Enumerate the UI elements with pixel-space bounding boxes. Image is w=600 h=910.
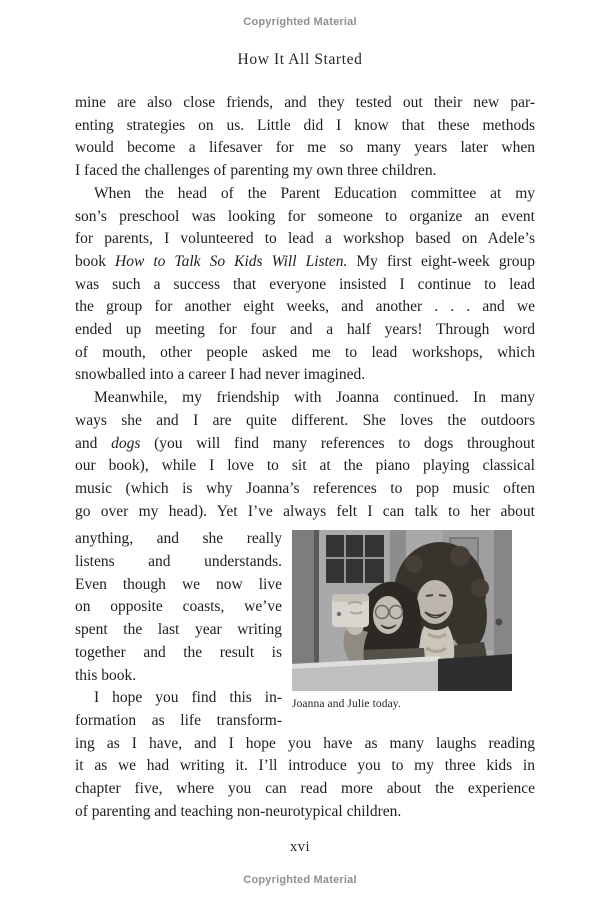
text-line: on opposite coasts, we’ve bbox=[75, 598, 282, 616]
text-line: Meanwhile, my friendship with Joanna continued. In many bbox=[94, 389, 535, 407]
text-line: music (which is why Joanna’s references to pop music often bbox=[75, 479, 535, 497]
text-line: it as we had writing it. I’ll introduce you to my three kids in bbox=[75, 757, 535, 775]
text-line: go over my head). Yet I’ve always felt I can talk to her about bbox=[75, 502, 535, 520]
text-line: listens and understands. bbox=[75, 553, 282, 571]
text-line: I hope you find this in- bbox=[94, 689, 282, 707]
text-line: mine are also close friends, and they tested out their new par- bbox=[75, 94, 535, 111]
text-line: this book. bbox=[75, 666, 137, 684]
text-line: chapter five, where you can read more about the experience bbox=[75, 780, 535, 798]
text-line: When the head of the Parent Education committee at my bbox=[94, 184, 535, 202]
text-line: I faced the challenges of parenting my own three children. bbox=[75, 162, 437, 180]
running-head-title: How It All Started bbox=[237, 51, 363, 68]
text-line: the group for another eight weeks, and another . . . and we bbox=[75, 298, 535, 316]
text-line: of parenting and teaching non-neurotypical children. bbox=[75, 802, 402, 820]
text-line: enting strategies on us. Little did I know that these methods bbox=[75, 116, 535, 134]
text-line: Even though we now live bbox=[75, 575, 282, 593]
photo-caption: Joanna and Julie today. bbox=[292, 698, 401, 710]
paragraphs-wrapped-beside-photo bbox=[75, 528, 282, 732]
copyright-notice-top: Copyrighted Material bbox=[243, 16, 357, 28]
text-line: ing as I have, and I hope you have as many laughs reading bbox=[75, 734, 535, 752]
paragraphs-full-width-top bbox=[75, 92, 535, 523]
copyright-notice-bottom: Copyrighted Material bbox=[243, 874, 357, 886]
text-line: would become a lifesaver for me so many years later when bbox=[75, 139, 535, 157]
body-text bbox=[75, 92, 535, 824]
photo-joanna-and-julie bbox=[292, 530, 512, 691]
text-line: book How to Talk So Kids Will Listen. My first eight-week group bbox=[75, 252, 535, 270]
text-line: son’s preschool was looking for someone to organize an event bbox=[75, 207, 535, 225]
text-line: spent the last year writing bbox=[75, 621, 282, 639]
text-line: for parents, I volunteered to lead a workshop based on Adele’s bbox=[75, 230, 535, 248]
text-line: our book), while I love to sit at the piano playing classical bbox=[75, 457, 535, 475]
paragraphs-full-width-bottom bbox=[75, 733, 535, 824]
text-line: and dogs (you will find many references to dogs throughout bbox=[75, 434, 535, 452]
text-line: formation as life transform- bbox=[75, 711, 282, 729]
text-line: together and the result is bbox=[75, 643, 282, 661]
text-line: of mouth, other people asked me to lead workshops, which bbox=[75, 343, 535, 361]
page-number: xvi bbox=[289, 839, 311, 855]
text-line: ways she and I are quite different. She loves the outdoors bbox=[75, 411, 535, 429]
text-line: snowballed into a career I had never imagined. bbox=[75, 366, 366, 384]
photo-figure bbox=[292, 530, 512, 710]
text-line: anything, and she really bbox=[75, 530, 282, 548]
text-line: was such a success that everyone insisted I continue to lead bbox=[75, 275, 535, 293]
text-line: ended up meeting for four and a half years! Through word bbox=[75, 321, 535, 339]
